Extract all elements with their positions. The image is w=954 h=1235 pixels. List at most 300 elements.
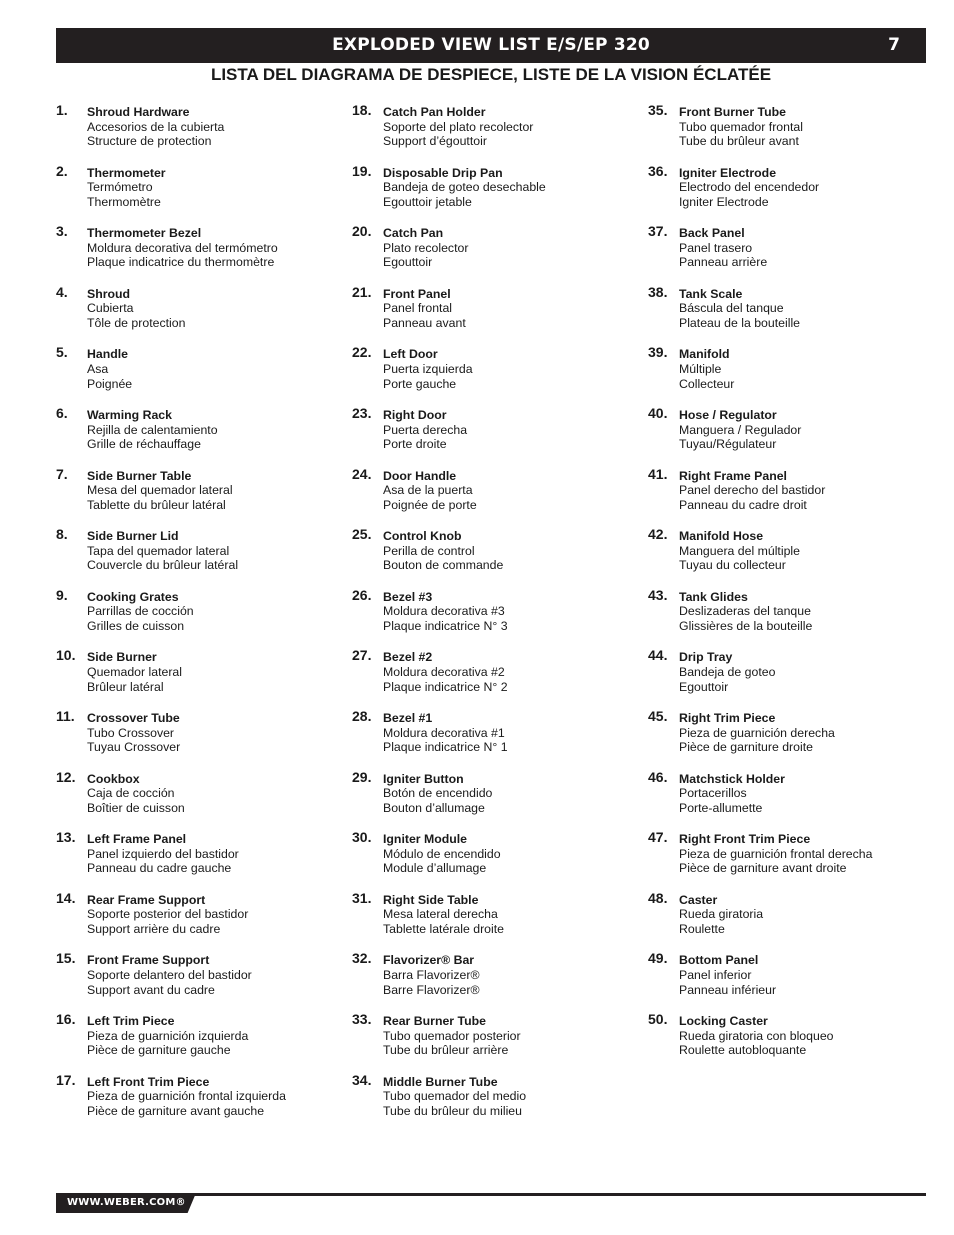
part-name-fr: Couvercle du brûleur latéral — [87, 558, 239, 573]
list-item — [648, 223, 938, 281]
part-number: 8. — [56, 526, 68, 543]
part-name-en: Left Frame Panel — [87, 832, 187, 847]
part-name-en: Right Trim Piece — [679, 711, 776, 725]
part-name-en: Rear Burner Tube — [383, 1014, 486, 1028]
part-name-es: Quemador lateral — [87, 664, 183, 679]
part-number: 5. — [56, 344, 68, 361]
part-names — [383, 832, 501, 876]
part-names — [383, 650, 508, 694]
part-number: 32. — [352, 950, 372, 967]
part-number: 13. — [56, 829, 76, 846]
part-name-es: Moldura decorativa #1 — [383, 725, 505, 740]
part-name-en: Tank Glides — [679, 589, 748, 604]
part-name-es: Soporte del plato recolector — [383, 119, 534, 134]
list-item — [352, 587, 642, 645]
part-name-es: Caja de cocción — [87, 786, 175, 801]
part-name-fr: Porte droite — [383, 437, 447, 452]
list-item — [648, 102, 938, 160]
part-name-es: Rueda giratoria — [679, 907, 764, 922]
part-names — [87, 590, 194, 634]
part-name-en: Drip Tray — [679, 650, 733, 665]
part-number: 35. — [648, 102, 668, 118]
part-name-en: Caster — [679, 892, 718, 907]
part-name-es: Puerta derecha — [383, 422, 468, 437]
part-names — [383, 408, 467, 452]
part-names — [87, 1075, 286, 1119]
part-names — [679, 408, 801, 452]
part-name-fr: Tablette du brûleur latéral — [87, 497, 226, 512]
list-item — [352, 466, 642, 524]
part-name-fr: Grille de réchauffage — [87, 437, 201, 452]
part-names — [383, 469, 477, 513]
part-name-en: Manifold Hose — [679, 529, 764, 544]
part-names — [383, 893, 504, 937]
part-name-fr: Grilles de cuisson — [87, 618, 185, 633]
part-name-en: Disposable Drip Pan — [383, 165, 503, 180]
part-name-fr: Poignée — [87, 376, 133, 391]
part-names — [87, 105, 224, 149]
part-name-en: Front Burner Tube — [679, 105, 787, 119]
part-names — [679, 893, 763, 937]
part-number: 43. — [648, 586, 668, 603]
part-name-es: Tubo quemador posterior — [383, 1028, 521, 1043]
part-number: 31. — [352, 889, 372, 906]
part-name-es: Pieza de guarnición frontal derecha — [679, 846, 873, 861]
part-names — [87, 469, 233, 513]
part-number: 29. — [352, 768, 372, 785]
part-name-es: Manguera del múltiple — [679, 543, 800, 558]
part-number: 36. — [648, 162, 668, 179]
part-name-es: Asa de la puerta — [383, 483, 473, 498]
list-item — [352, 284, 642, 342]
part-name-es: Pieza de guarnición izquierda — [87, 1028, 249, 1043]
part-number: 48. — [648, 889, 668, 906]
list-item — [56, 526, 346, 584]
list-item — [56, 708, 346, 766]
part-name-en: Shroud — [87, 286, 131, 301]
list-item — [352, 769, 642, 827]
list-item — [648, 344, 938, 402]
part-names — [87, 711, 180, 755]
list-item — [648, 526, 938, 584]
part-name-es: Pieza de guarnición frontal izquierda — [87, 1089, 286, 1104]
part-names — [383, 347, 473, 391]
part-name-fr: Tuyau Crossover — [87, 740, 181, 755]
part-number: 30. — [352, 829, 372, 846]
part-name-fr: Thermomètre — [87, 194, 161, 209]
part-name-es: Parrillas de cocción — [87, 604, 194, 619]
page-subtitle: LISTA DEL DIAGRAMA DE DESPIECE, LISTE DE LA VISION ÉCLATÉE — [210, 65, 772, 84]
part-names — [87, 529, 238, 573]
part-number: 27. — [352, 647, 372, 664]
part-name-fr: Plaque indicatrice N° 2 — [383, 679, 508, 694]
part-name-es: Moldura decorativa #3 — [383, 604, 505, 619]
part-number: 25. — [352, 526, 372, 543]
part-name-en: Igniter Electrode — [679, 165, 777, 180]
part-number: 38. — [648, 283, 668, 300]
part-name-fr: Support avant du cadre — [87, 982, 215, 997]
part-names — [383, 226, 468, 270]
part-name-fr: Panneau arrière — [679, 255, 768, 270]
part-names — [679, 953, 776, 997]
part-name-es: Báscula del tanque — [679, 301, 784, 316]
part-name-fr: Boîtier de cuisson — [87, 800, 185, 815]
part-name-en: Side Burner Table — [87, 468, 192, 483]
list-item — [648, 1011, 938, 1069]
part-names — [679, 105, 803, 149]
part-names — [383, 590, 508, 634]
part-names — [383, 772, 492, 816]
part-name-fr: Pièce de garniture gauche — [87, 1043, 231, 1058]
list-item — [352, 405, 642, 463]
part-name-fr: Plateau de la bouteille — [679, 315, 801, 330]
list-item — [648, 284, 938, 342]
part-name-fr: Igniter Electrode — [679, 194, 769, 209]
part-name-es: Tubo quemador del medio — [383, 1089, 527, 1104]
list-item — [352, 102, 642, 160]
list-item — [352, 1011, 642, 1069]
part-number: 47. — [648, 829, 668, 846]
part-number: 24. — [352, 465, 372, 482]
part-name-en: Bezel #1 — [383, 711, 433, 725]
part-names — [679, 1014, 834, 1058]
part-name-fr: Tuyau du collecteur — [679, 558, 786, 573]
part-name-en: Side Burner Lid — [87, 529, 179, 544]
part-name-es: Tapa del quemador lateral — [87, 543, 230, 558]
part-number: 10. — [56, 647, 76, 664]
part-name-es: Puerta izquierda — [383, 361, 473, 376]
list-item — [648, 708, 938, 766]
part-number: 49. — [648, 950, 668, 967]
part-name-fr: Tuyau/Régulateur — [679, 437, 777, 452]
part-number: 46. — [648, 768, 668, 785]
part-name-en: Cookbox — [87, 771, 140, 786]
part-name-en: Cooking Grates — [87, 589, 179, 604]
list-item — [56, 829, 346, 887]
list-item — [352, 526, 642, 584]
part-name-es: Panel trasero — [679, 240, 753, 255]
part-name-fr: Pièce de garniture avant droite — [679, 861, 847, 876]
part-number: 12. — [56, 768, 76, 785]
part-name-en: Hose / Regulator — [679, 408, 777, 422]
part-names — [383, 287, 466, 331]
list-item — [648, 466, 938, 524]
part-name-es: Accesorios de la cubierta — [87, 119, 225, 134]
part-name-en: Flavorizer® Bar — [383, 953, 475, 968]
part-number: 21. — [352, 283, 372, 300]
list-item — [352, 1072, 642, 1130]
part-name-fr: Module d’allumage — [383, 861, 487, 876]
part-name-fr: Structure de protection — [87, 134, 212, 149]
part-name-es: Portacerillos — [679, 786, 747, 801]
part-name-en: Control Knob — [383, 529, 462, 544]
part-name-fr: Roulette autobloquante — [679, 1043, 807, 1058]
part-number: 41. — [648, 465, 668, 482]
part-name-en: Handle — [87, 347, 128, 362]
part-name-fr: Plaque indicatrice N° 1 — [383, 740, 508, 755]
part-name-es: Manguera / Regulador — [679, 422, 802, 437]
part-name-en: Manifold — [679, 347, 730, 362]
part-name-en: Right Side Table — [383, 892, 479, 907]
part-name-fr: Glissières de la bouteille — [679, 618, 813, 633]
list-item — [56, 405, 346, 463]
part-name-en: Front Frame Support — [87, 953, 210, 968]
part-names — [679, 772, 785, 816]
part-name-en: Warming Rack — [87, 408, 172, 422]
part-number: 11. — [56, 708, 75, 724]
list-item — [56, 344, 346, 402]
part-names — [679, 226, 767, 270]
list-item — [56, 587, 346, 645]
list-item — [56, 769, 346, 827]
part-number: 33. — [352, 1011, 372, 1027]
part-name-es: Cubierta — [87, 301, 134, 316]
part-name-es: Módulo de encendido — [383, 846, 501, 861]
part-number: 23. — [352, 405, 372, 421]
part-number: 16. — [56, 1011, 76, 1027]
part-number: 26. — [352, 586, 372, 603]
part-name-fr: Egouttoir jetable — [383, 194, 472, 209]
part-name-es: Bandeja de goteo desechable — [383, 180, 546, 195]
part-number: 20. — [352, 223, 372, 240]
part-number: 28. — [352, 708, 372, 724]
list-item — [648, 163, 938, 221]
part-name-es: Panel derecho del bastidor — [679, 483, 826, 498]
part-number: 2. — [56, 162, 68, 179]
part-name-fr: Panneau inférieur — [679, 982, 777, 997]
part-names — [679, 590, 812, 634]
part-name-es: Electrodo del encendedor — [679, 180, 820, 195]
list-item — [56, 647, 346, 705]
part-name-en: Locking Caster — [679, 1014, 768, 1028]
list-item — [352, 890, 642, 948]
list-item — [352, 344, 642, 402]
part-name-fr: Egouttoir — [679, 679, 729, 694]
part-names — [383, 105, 533, 149]
part-name-es: Asa — [87, 361, 109, 376]
list-item — [352, 708, 642, 766]
list-item — [56, 1011, 346, 1069]
part-name-en: Bezel #2 — [383, 650, 433, 665]
part-name-fr: Bouton d’allumage — [383, 800, 485, 815]
part-number: 39. — [648, 344, 668, 361]
part-name-fr: Barre Flavorizer® — [383, 982, 480, 997]
list-item — [352, 163, 642, 221]
part-name-es: Plato recolector — [383, 240, 469, 255]
part-names — [87, 772, 185, 816]
part-names — [383, 711, 508, 755]
list-item — [56, 466, 346, 524]
part-names — [679, 711, 835, 755]
part-name-fr: Collecteur — [679, 376, 735, 391]
part-name-en: Tank Scale — [679, 286, 743, 301]
part-name-fr: Support d’égouttoir — [383, 134, 487, 149]
list-item — [352, 223, 642, 281]
part-name-es: Soporte posterior del bastidor — [87, 907, 249, 922]
list-item — [648, 647, 938, 705]
part-name-en: Side Burner — [87, 650, 157, 665]
part-name-es: Rejilla de calentamiento — [87, 422, 218, 437]
part-name-fr: Pièce de garniture avant gauche — [87, 1103, 265, 1118]
part-name-es: Barra Flavorizer® — [383, 967, 480, 982]
part-names — [87, 347, 132, 391]
part-name-fr: Poignée de porte — [383, 497, 477, 512]
part-names — [679, 287, 800, 331]
part-names — [383, 1014, 521, 1058]
part-number: 18. — [352, 102, 372, 118]
list-item — [648, 890, 938, 948]
part-name-es: Múltiple — [679, 361, 722, 376]
part-name-en: Bottom Panel — [679, 953, 759, 968]
part-name-es: Panel frontal — [383, 301, 453, 316]
part-name-en: Left Front Trim Piece — [87, 1074, 210, 1089]
part-name-fr: Plaque indicatrice du thermomètre — [87, 255, 275, 270]
part-name-es: Perilla de control — [383, 543, 475, 558]
part-name-en: Left Trim Piece — [87, 1014, 175, 1028]
part-number: 6. — [56, 405, 68, 421]
part-name-es: Pieza de guarnición derecha — [679, 725, 835, 740]
part-name-en: Back Panel — [679, 226, 745, 241]
part-names — [87, 832, 239, 876]
part-name-en: Shroud Hardware — [87, 105, 190, 119]
part-names — [87, 226, 278, 270]
part-name-fr: Brûleur latéral — [87, 679, 164, 694]
list-item — [648, 405, 938, 463]
part-name-en: Igniter Button — [383, 771, 464, 786]
part-name-fr: Panneau du cadre droit — [679, 497, 807, 512]
part-name-fr: Tube du brûleur arrière — [383, 1043, 509, 1058]
part-names — [383, 529, 503, 573]
part-names — [87, 166, 166, 210]
part-name-es: Deslizaderas del tanque — [679, 604, 811, 619]
part-names — [87, 650, 182, 694]
part-names — [679, 347, 734, 391]
part-name-en: Right Door — [383, 408, 447, 422]
list-item — [648, 769, 938, 827]
list-item — [56, 890, 346, 948]
part-name-fr: Pièce de garniture droite — [679, 740, 813, 755]
list-item — [56, 102, 346, 160]
part-name-en: Thermometer Bezel — [87, 226, 202, 241]
part-name-es: Bandeja de goteo — [679, 664, 776, 679]
part-name-fr: Tube du brûleur du milieu — [383, 1103, 522, 1118]
part-name-fr: Panneau du cadre gauche — [87, 861, 232, 876]
part-names — [679, 166, 819, 210]
list-item — [56, 950, 346, 1008]
part-names — [679, 529, 800, 573]
list-item — [56, 1072, 346, 1130]
part-name-fr: Plaque indicatrice N° 3 — [383, 618, 508, 633]
part-names — [87, 1014, 248, 1058]
part-number: 42. — [648, 526, 668, 543]
part-names — [679, 650, 775, 694]
part-name-fr: Panneau avant — [383, 315, 466, 330]
list-item — [352, 829, 642, 887]
part-name-es: Tubo quemador frontal — [679, 119, 803, 134]
part-number: 9. — [56, 586, 68, 603]
part-names — [87, 893, 248, 937]
part-name-fr: Porte gauche — [383, 376, 457, 391]
part-number: 45. — [648, 708, 668, 724]
part-name-en: Middle Burner Tube — [383, 1074, 498, 1089]
part-name-en: Door Handle — [383, 468, 457, 483]
part-name-en: Catch Pan — [383, 226, 444, 241]
part-name-fr: Bouton de commande — [383, 558, 504, 573]
list-item — [648, 950, 938, 1008]
part-number: 40. — [648, 405, 668, 421]
list-item — [352, 950, 642, 1008]
part-number: 37. — [648, 223, 668, 240]
part-name-en: Crossover Tube — [87, 711, 180, 725]
page-title: EXPLODED VIEW LIST E/S/EP 320 — [332, 35, 650, 55]
part-name-fr: Tube du brûleur avant — [679, 134, 799, 149]
part-names — [383, 1075, 526, 1119]
part-number: 1. — [56, 102, 68, 118]
part-number: 19. — [352, 162, 372, 179]
part-name-es: Mesa del quemador lateral — [87, 483, 233, 498]
part-names — [87, 953, 252, 997]
part-name-es: Mesa lateral derecha — [383, 907, 498, 922]
part-number: 4. — [56, 283, 68, 300]
part-name-en: Right Front Trim Piece — [679, 832, 811, 847]
part-number: 44. — [648, 647, 668, 664]
part-name-es: Moldura decorativa #2 — [383, 664, 505, 679]
part-names — [87, 408, 218, 452]
part-name-es: Tubo Crossover — [87, 725, 175, 740]
part-name-en: Thermometer — [87, 165, 166, 180]
part-number: 7. — [56, 465, 68, 482]
part-number: 34. — [352, 1071, 372, 1088]
part-name-en: Left Door — [383, 347, 438, 362]
part-names — [679, 832, 872, 876]
part-name-es: Panel izquierdo del bastidor — [87, 846, 239, 861]
list-item — [352, 647, 642, 705]
part-names — [383, 953, 480, 997]
part-name-fr: Support arrière du cadre — [87, 921, 221, 936]
part-name-es: Botón de encendido — [383, 786, 493, 801]
part-name-fr: Roulette — [679, 921, 725, 936]
part-names — [679, 469, 825, 513]
part-name-en: Front Panel — [383, 286, 451, 301]
part-number: 14. — [56, 889, 76, 906]
part-name-fr: Porte-allumette — [679, 800, 763, 815]
part-number: 17. — [56, 1071, 76, 1088]
part-name-en: Bezel #3 — [383, 589, 433, 604]
part-number: 15. — [56, 950, 76, 967]
part-name-en: Igniter Module — [383, 832, 468, 847]
part-number: 3. — [56, 223, 68, 240]
list-item — [56, 284, 346, 342]
footer-url: WWW.WEBER.COM® — [67, 1197, 186, 1208]
list-item — [56, 163, 346, 221]
part-name-en: Rear Frame Support — [87, 892, 206, 907]
part-name-fr: Tablette latérale droite — [383, 921, 504, 936]
part-name-en: Matchstick Holder — [679, 771, 785, 786]
part-name-fr: Egouttoir — [383, 255, 433, 270]
part-name-es: Soporte delantero del bastidor — [87, 967, 252, 982]
list-item — [648, 829, 938, 887]
part-name-en: Right Frame Panel — [679, 468, 787, 483]
part-names — [383, 166, 546, 210]
part-name-es: Termómetro — [87, 180, 153, 195]
list-item — [56, 223, 346, 281]
part-name-es: Rueda giratoria con bloqueo — [679, 1028, 834, 1043]
part-name-es: Moldura decorativa del termómetro — [87, 240, 278, 255]
part-name-fr: Tôle de protection — [87, 315, 186, 330]
part-names — [87, 287, 185, 331]
part-name-es: Panel inferior — [679, 967, 752, 982]
list-item — [648, 587, 938, 645]
